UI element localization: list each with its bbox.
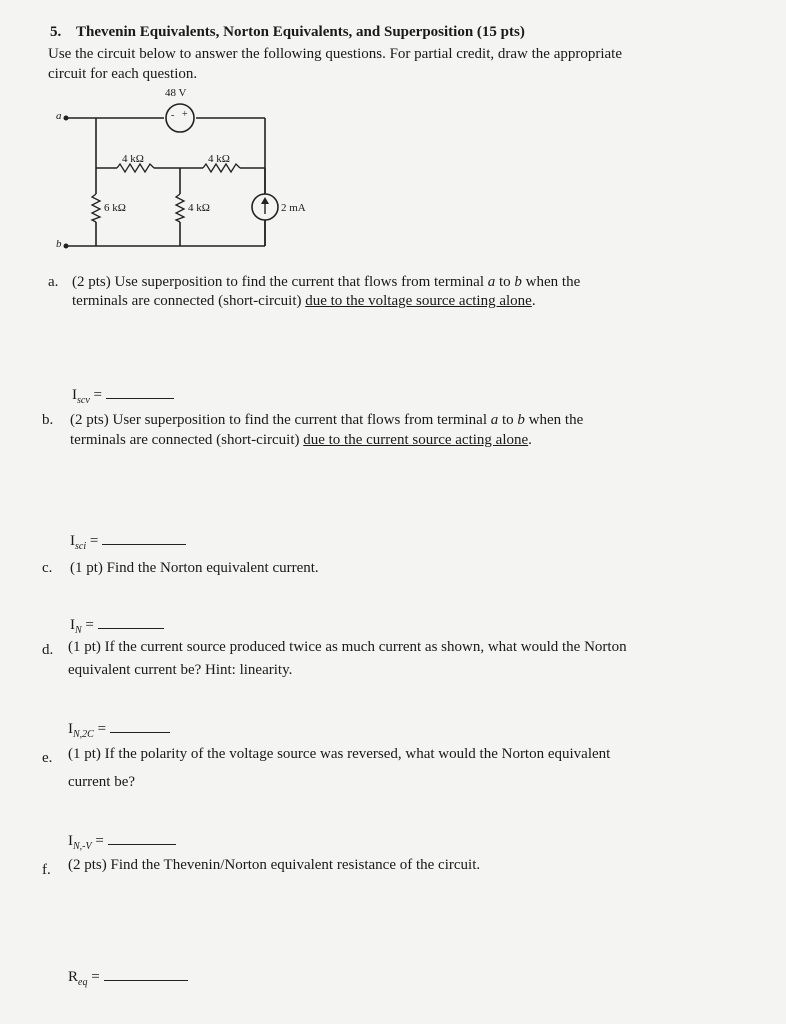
label-terminal-a: a <box>56 110 62 122</box>
label-r-shunt-left: 6 kΩ <box>104 202 126 214</box>
question-c-letter: c. <box>42 560 53 576</box>
question-c-line1: (1 pt) Find the Norton equivalent current. <box>70 560 319 576</box>
answer-in[interactable]: $I_N$ = <box>70 614 164 636</box>
question-f-line1: (2 pts) Find the Thevenin/Norton equivalent resistance of the circuit. <box>68 857 481 873</box>
intro-line-2: circuit for each question. <box>48 66 198 82</box>
question-b-line1: (2 pts) User superposition to find the current that flows from terminal a to b when the <box>70 412 584 428</box>
question-d-line1: (1 pt) If the current source produced twice as much current as shown, what would the Norton <box>68 639 627 655</box>
question-d-line2: equivalent current be? Hint: linearity. <box>68 662 293 678</box>
question-e-line1: (1 pt) If the polarity of the voltage source was reversed, what would the Norton equivalent <box>68 746 611 762</box>
resistor-series-left <box>117 164 154 172</box>
label-r-series-left: 4 kΩ <box>122 153 144 165</box>
label-terminal-b: b <box>56 238 62 250</box>
label-vs-plus: + <box>182 109 188 120</box>
answer-req[interactable]: $R_{eq}$ = <box>68 966 188 988</box>
resistor-shunt-mid <box>176 194 184 222</box>
question-f-letter: f. <box>42 862 51 878</box>
question-a-line1: (2 pts) Use superposition to find the current that flows from terminal a to b when the <box>72 274 581 290</box>
question-d-letter: d. <box>42 642 54 658</box>
question-a-letter: a. <box>48 274 59 290</box>
question-b-letter: b. <box>42 412 54 428</box>
answer-in2c[interactable]: $I_{N,2C}$ = <box>68 718 170 740</box>
label-r-series-right: 4 kΩ <box>208 153 230 165</box>
question-number: 5. <box>50 24 62 40</box>
answer-isci[interactable]: $I_{sci}$ = <box>70 530 186 552</box>
answer-blank[interactable] <box>102 530 186 545</box>
label-vs-minus: - <box>171 110 175 121</box>
label-voltage-source: 48 V <box>165 87 187 99</box>
resistor-series-right <box>203 164 240 172</box>
question-e-line2: current be? <box>68 774 136 790</box>
question-b-line2: terminals are connected (short-circuit) due to the current source acting alone. <box>70 432 532 448</box>
resistor-shunt-left <box>92 194 100 222</box>
answer-blank[interactable] <box>104 966 188 981</box>
question-a-line2: terminals are connected (short-circuit) due to the voltage source acting alone. <box>72 293 536 309</box>
intro-line-1: Use the circuit below to answer the following questions. For partial credit, draw the appropriate <box>48 46 622 62</box>
answer-blank[interactable] <box>106 384 174 399</box>
question-title: Thevenin Equivalents, Norton Equivalents, and Superposition (15 pts) <box>76 24 525 40</box>
label-current-source: 2 mA <box>281 202 306 214</box>
answer-in-v[interactable]: $I_{N,-V}$ = <box>68 830 176 852</box>
answer-iscv[interactable]: $I_{scv}$ = <box>72 384 174 406</box>
question-e-letter: e. <box>42 750 53 766</box>
answer-blank[interactable] <box>98 614 164 629</box>
terminal-a-dot <box>64 116 69 121</box>
terminal-b-dot <box>64 244 69 249</box>
answer-blank[interactable] <box>108 830 176 845</box>
answer-blank[interactable] <box>110 718 170 733</box>
label-r-shunt-mid: 4 kΩ <box>188 202 210 214</box>
